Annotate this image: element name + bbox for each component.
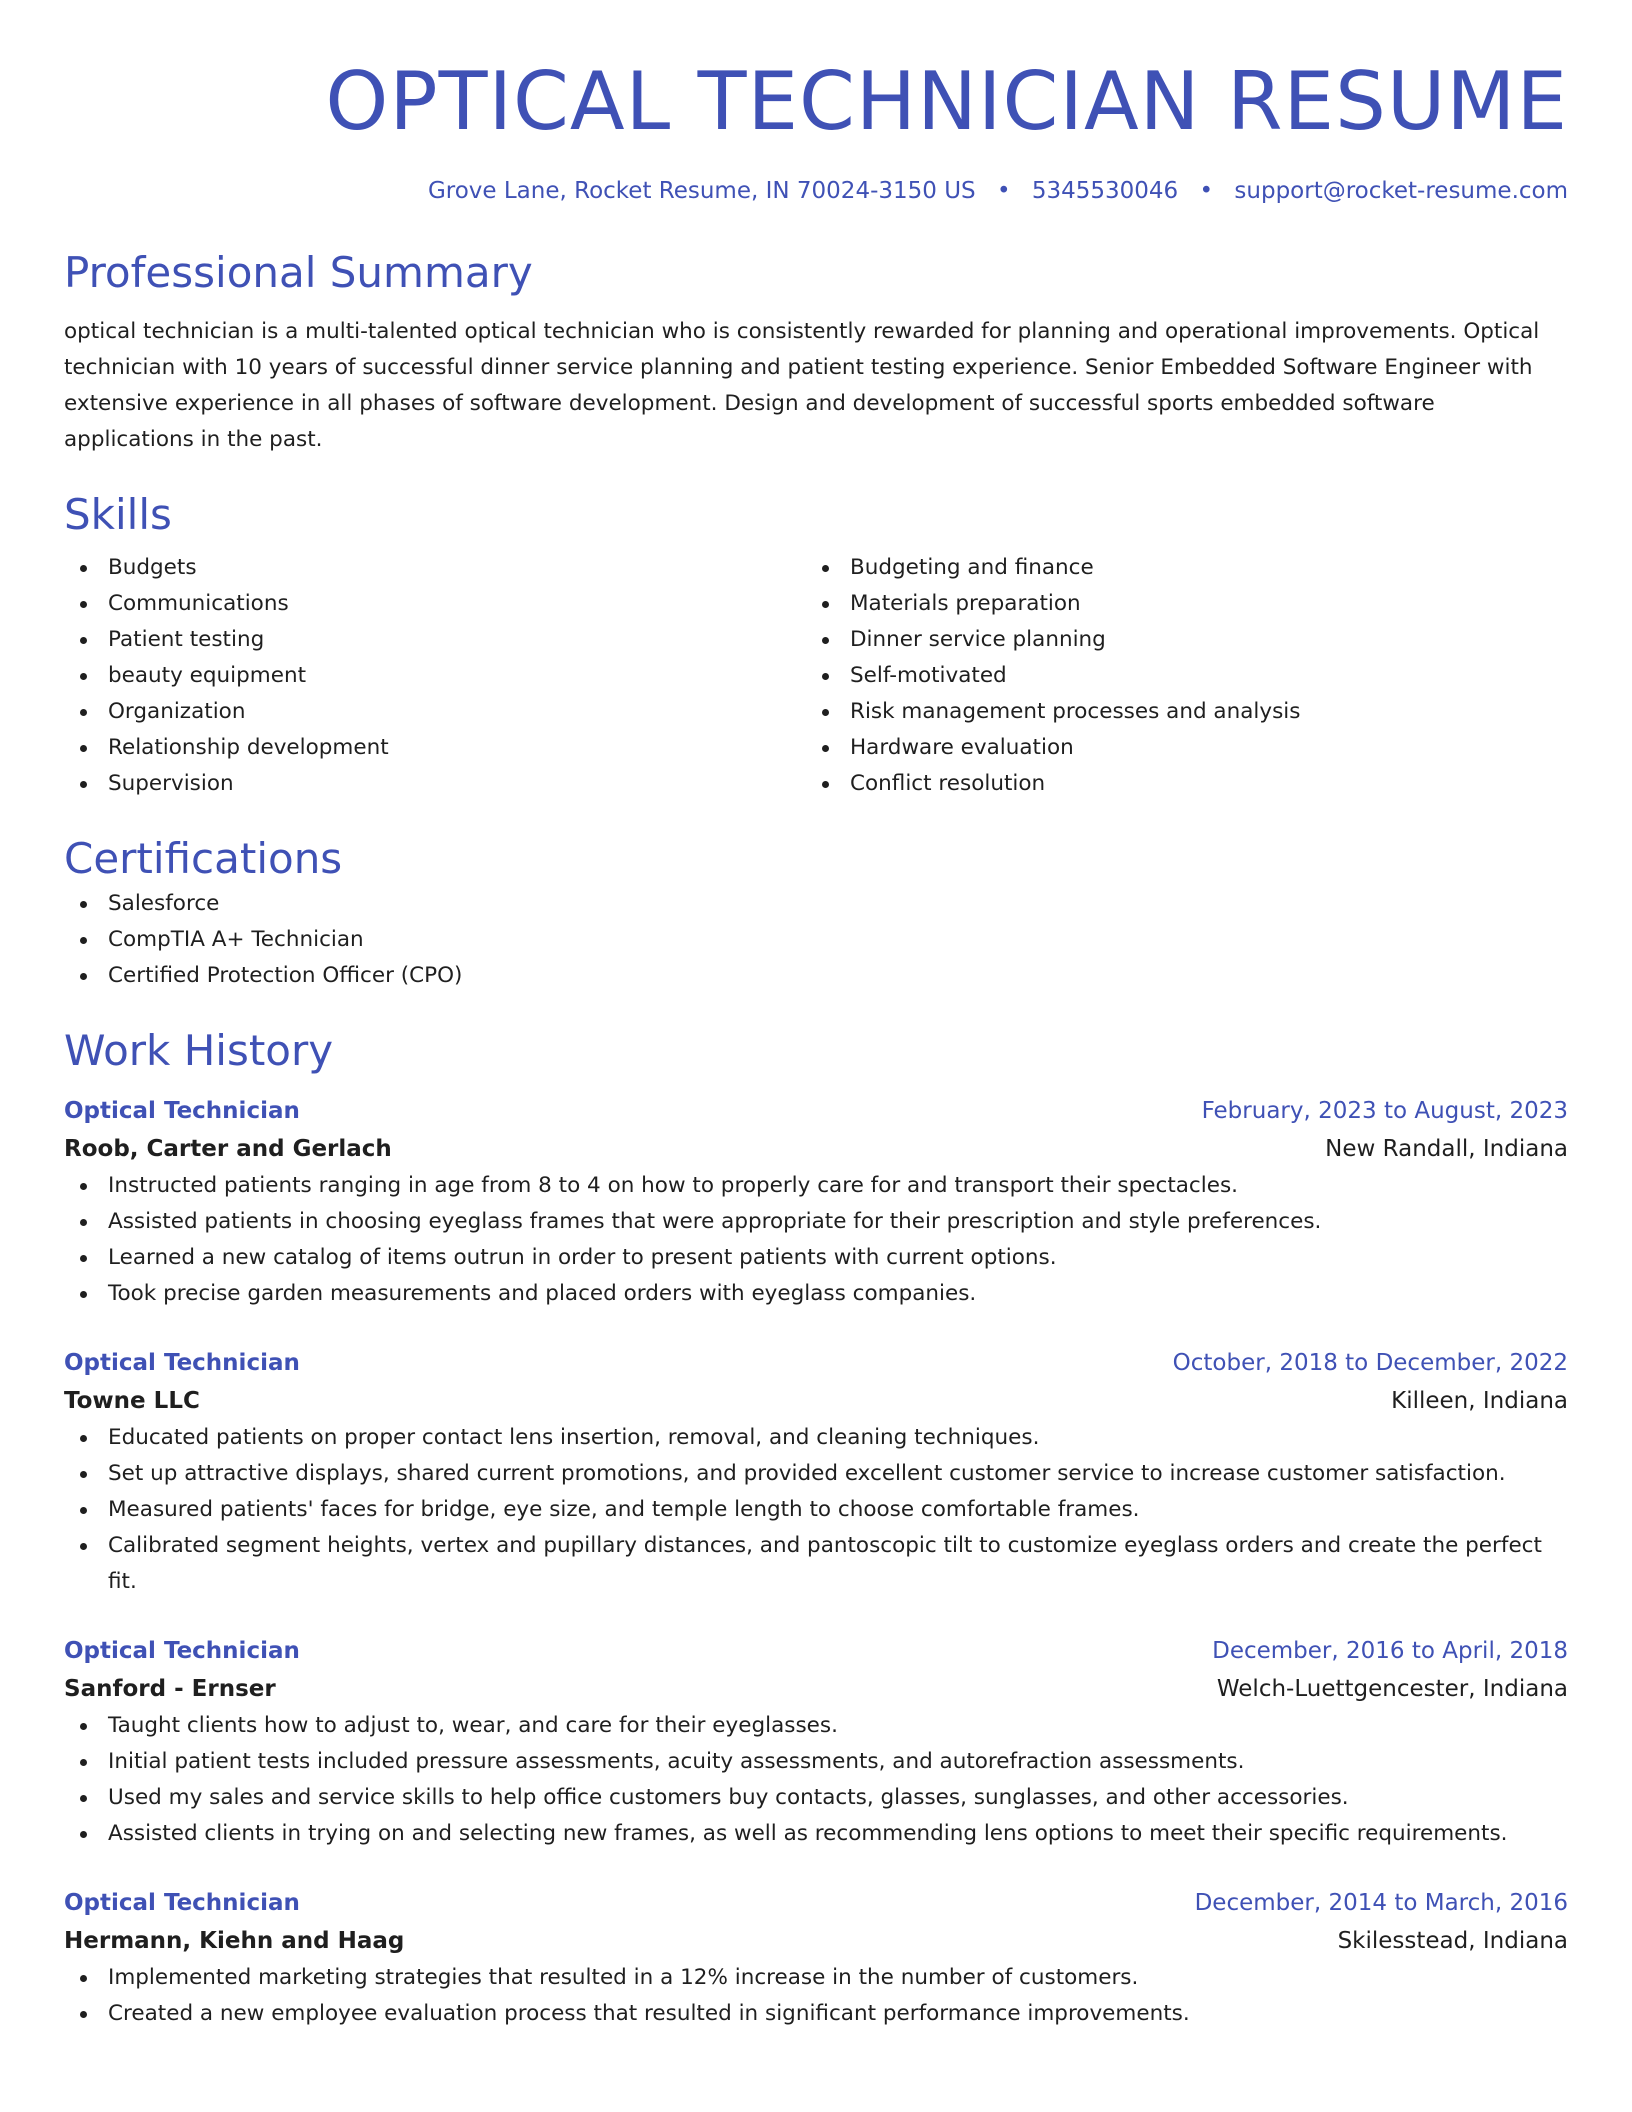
job-company: Sanford - Ernser [64,1676,276,1702]
job-entry [64,1092,1568,1312]
job-duties-list [64,1168,1568,1312]
skill-item: Supervision [64,766,806,802]
job-header-row [64,1344,1568,1382]
skill-item: Patient testing [64,622,806,658]
job-header-row [64,1092,1568,1130]
skills-columns [64,550,1568,802]
summary-text: optical technician is a multi-talented optical technician who is consistently rewarded for planning and operational improvements. Optical technician with 10 years of successful dinner service planning and patient testing experience. Senior Embedded Software Engineer with extensive experience in all phases of software development. Design and development of successful sports embedded software applications in the past. [64,319,1540,452]
job-entry [64,1632,1568,1852]
job-duty: Learned a new catalog of items outrun in order to present patients with current options. [64,1240,1568,1276]
job-location: Killeen, Indiana [1391,1388,1568,1414]
job-duty: Educated patients on proper contact lens insertion, removal, and cleaning techniques. [64,1420,1568,1456]
skill-item: Dinner service planning [806,622,1548,658]
job-dates: October, 2018 to December, 2022 [1172,1350,1568,1376]
job-header-row [64,1884,1568,1922]
skills-left-list [64,550,806,802]
job-company-row [64,1670,1568,1708]
job-title: Optical Technician [64,1890,300,1916]
job-company: Towne LLC [64,1388,200,1414]
job-duty: Measured patients' faces for bridge, eye size, and temple length to choose comfortable frames. [64,1492,1568,1528]
job-duty: Assisted clients in trying on and selecting new frames, as well as recommending lens options to meet their specific requirements. [64,1816,1568,1852]
skill-item: Conflict resolution [806,766,1548,802]
job-duty: Calibrated segment heights, vertex and pupillary distances, and pantoscopic tilt to customize eyeglass orders and create the perfect fit. [64,1528,1568,1600]
skill-item: Self-motivated [806,658,1548,694]
skill-item: beauty equipment [64,658,806,694]
job-company-row [64,1922,1568,1960]
job-duties-list [64,1420,1568,1600]
certifications-heading: Certifications [64,834,343,883]
job-title: Optical Technician [64,1098,300,1124]
skill-item: Budgets [64,550,806,586]
contact-separator: • [1199,178,1214,204]
job-duty: Instructed patients ranging in age from 8 to 4 on how to properly care for and transport their spectacles. [64,1168,1568,1204]
job-duty: Initial patient tests included pressure assessments, acuity assessments, and autorefraction assessments. [64,1744,1568,1780]
job-location: Skilesstead, Indiana [1337,1928,1568,1954]
certifications-list [64,886,1568,994]
contact-address: Grove Lane, Rocket Resume, IN 70024-3150 US [427,178,976,204]
job-company-row [64,1382,1568,1420]
skill-item: Hardware evaluation [806,730,1548,766]
job-company: Roob, Carter and Gerlach [64,1136,392,1162]
job-duty: Created a new employee evaluation process that resulted in significant performance improvements. [64,1996,1568,2032]
job-title: Optical Technician [64,1350,300,1376]
job-title: Optical Technician [64,1638,300,1664]
skills-right-list [806,550,1548,802]
skill-item: Relationship development [64,730,806,766]
job-location: Welch-Luettgencester, Indiana [1216,1676,1568,1702]
job-duty: Taught clients how to adjust to, wear, and care for their eyeglasses. [64,1708,1568,1744]
contact-line [64,176,1568,206]
job-entry [64,1344,1568,1600]
job-location: New Randall, Indiana [1325,1136,1568,1162]
contact-separator: • [996,178,1011,204]
job-dates: December, 2014 to March, 2016 [1194,1890,1568,1916]
job-duty: Took precise garden measurements and placed orders with eyeglass companies. [64,1276,1568,1312]
certification-item: Certified Protection Officer (CPO) [64,958,1568,994]
job-company-row [64,1130,1568,1168]
job-duties-list [64,1960,1568,2032]
skill-item: Risk management processes and analysis [806,694,1548,730]
job-duty: Used my sales and service skills to help office customers buy contacts, glasses, sunglasses, and other accessories. [64,1780,1568,1816]
job-duty: Implemented marketing strategies that resulted in a 12% increase in the number of customers. [64,1960,1568,1996]
certification-item: Salesforce [64,886,1568,922]
job-company: Hermann, Kiehn and Haag [64,1928,405,1954]
job-dates: February, 2023 to August, 2023 [1201,1098,1568,1124]
job-duty: Set up attractive displays, shared current promotions, and provided excellent customer service to increase customer satisfaction. [64,1456,1568,1492]
work-history-heading: Work History [64,1026,334,1075]
job-entry [64,1884,1568,2032]
certification-item: CompTIA A+ Technician [64,922,1568,958]
skill-item: Materials preparation [806,586,1548,622]
skill-item: Budgeting and finance [806,550,1548,586]
summary-heading: Professional Summary [64,248,533,297]
resume-page [64,0,1568,2032]
resume-title: OPTICAL TECHNICIAN RESUME [325,55,1568,148]
contact-email: support@rocket-resume.com [1234,178,1568,204]
job-header-row [64,1632,1568,1670]
skill-item: Communications [64,586,806,622]
job-duties-list [64,1708,1568,1852]
skill-item: Organization [64,694,806,730]
skills-heading: Skills [64,490,172,539]
contact-phone: 5345530046 [1031,178,1179,204]
job-dates: December, 2016 to April, 2018 [1212,1638,1568,1664]
job-duty: Assisted patients in choosing eyeglass frames that were appropriate for their prescription and style preferences. [64,1204,1568,1240]
